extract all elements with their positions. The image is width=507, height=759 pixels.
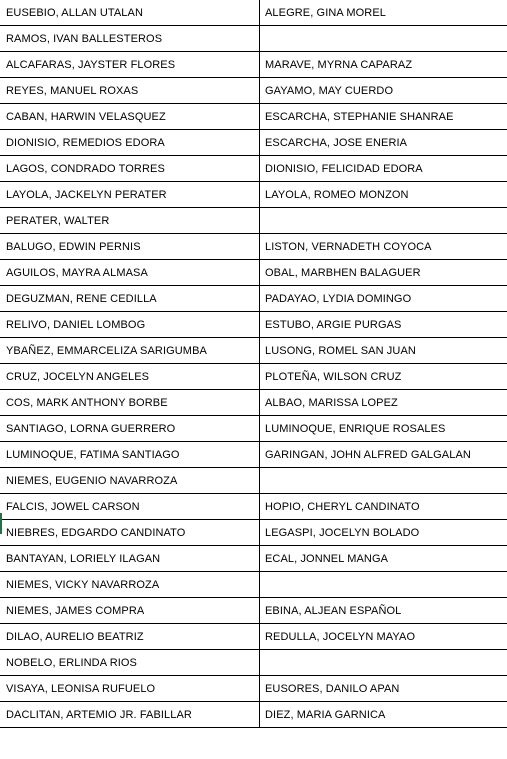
table-row bbox=[1, 182, 507, 208]
table-row bbox=[1, 416, 507, 442]
cell-text: HOPIO, CHERYL CANDINATO bbox=[265, 500, 420, 513]
cell-text: LUMINOQUE, FATIMA SANTIAGO bbox=[6, 448, 180, 461]
cell-text: LEGASPI, JOCELYN BOLADO bbox=[265, 526, 420, 539]
cell-name-right[interactable] bbox=[260, 130, 507, 156]
cell-name-left[interactable] bbox=[1, 442, 260, 468]
cell-text: DIEZ, MARIA GARNICA bbox=[265, 708, 386, 721]
cell-text: LAYOLA, JACKELYN PERATER bbox=[6, 188, 167, 201]
cell-text: NIEMES, VICKY NAVARROZA bbox=[6, 578, 160, 591]
table-row bbox=[1, 702, 507, 728]
cell-text: ESCARCHA, STEPHANIE SHANRAE bbox=[265, 110, 454, 123]
cell-name-left[interactable] bbox=[1, 598, 260, 624]
table-row bbox=[1, 546, 507, 572]
cell-name-right[interactable] bbox=[260, 598, 507, 624]
cell-text: DACLITAN, ARTEMIO JR. FABILLAR bbox=[6, 708, 192, 721]
cell-text: DEGUZMAN, RENE CEDILLA bbox=[6, 292, 157, 305]
cell-name-left[interactable] bbox=[1, 650, 260, 676]
table-row bbox=[1, 260, 507, 286]
cell-name-right[interactable] bbox=[260, 494, 507, 520]
cell-text: PERATER, WALTER bbox=[6, 214, 110, 227]
cell-name-left[interactable] bbox=[1, 156, 260, 182]
cell-text: EUSORES, DANILO APAN bbox=[265, 682, 400, 695]
cell-name-left[interactable] bbox=[1, 234, 260, 260]
table-row bbox=[1, 52, 507, 78]
cell-text: ALBAO, MARISSA LOPEZ bbox=[265, 396, 398, 409]
cell-text: RELIVO, DANIEL LOMBOG bbox=[6, 318, 146, 331]
cell-text: FALCIS, JOWEL CARSON bbox=[6, 500, 140, 513]
cell-name-right[interactable] bbox=[260, 702, 507, 728]
cell-text: DIONISIO, FELICIDAD EDORA bbox=[265, 162, 423, 175]
table-row bbox=[1, 520, 507, 546]
cell-name-right[interactable] bbox=[260, 416, 507, 442]
cell-text: REYES, MANUEL ROXAS bbox=[6, 84, 139, 97]
table-row bbox=[1, 468, 507, 494]
cell-text: NIEMES, JAMES COMPRA bbox=[6, 604, 145, 617]
cell-text: EBINA, ALJEAN ESPAÑOL bbox=[265, 604, 402, 617]
table-row bbox=[1, 598, 507, 624]
cell-name-right[interactable] bbox=[260, 260, 507, 286]
table-row bbox=[1, 156, 507, 182]
cell-name-left[interactable] bbox=[1, 390, 260, 416]
cell-name-right[interactable] bbox=[260, 182, 507, 208]
table-row bbox=[1, 494, 507, 520]
cell-name-right[interactable] bbox=[260, 0, 507, 26]
cell-name-left[interactable] bbox=[1, 676, 260, 702]
cell-name-right[interactable] bbox=[260, 26, 507, 52]
cell-name-left[interactable] bbox=[1, 26, 260, 52]
table-row bbox=[1, 104, 507, 130]
cell-text: NOBELO, ERLINDA RIOS bbox=[6, 656, 137, 669]
cell-name-left[interactable] bbox=[1, 286, 260, 312]
cell-text: BANTAYAN, LORIELY ILAGAN bbox=[6, 552, 161, 565]
cell-text: PADAYAO, LYDIA DOMINGO bbox=[265, 292, 412, 305]
table-row bbox=[1, 78, 507, 104]
table-row bbox=[1, 442, 507, 468]
table-row bbox=[1, 624, 507, 650]
cell-text: LUMINOQUE, ENRIQUE ROSALES bbox=[265, 422, 446, 435]
cell-text: MARAVE, MYRNA CAPARAZ bbox=[265, 58, 413, 71]
cell-text: ESTUBO, ARGIE PURGAS bbox=[265, 318, 402, 331]
cell-name-left[interactable] bbox=[1, 52, 260, 78]
cell-name-left[interactable] bbox=[1, 78, 260, 104]
cell-name-right[interactable] bbox=[260, 286, 507, 312]
cell-name-left[interactable] bbox=[1, 494, 260, 520]
cell-name-right[interactable] bbox=[260, 338, 507, 364]
cell-name-left[interactable] bbox=[1, 338, 260, 364]
table-row bbox=[1, 208, 507, 234]
cell-name-right[interactable] bbox=[260, 234, 507, 260]
cell-text: LISTON, VERNADETH COYOCA bbox=[265, 240, 432, 253]
cell-name-right[interactable] bbox=[260, 546, 507, 572]
cell-text: YBAÑEZ, EMMARCELIZA SARIGUMBA bbox=[6, 344, 207, 357]
cell-text: COS, MARK ANTHONY BORBE bbox=[6, 396, 168, 409]
table-row bbox=[1, 234, 507, 260]
cell-text: ALCAFARAS, JAYSTER FLORES bbox=[6, 58, 176, 71]
cell-name-left[interactable] bbox=[1, 572, 260, 598]
cell-name-right[interactable] bbox=[260, 442, 507, 468]
table-row bbox=[1, 676, 507, 702]
table-row bbox=[1, 364, 507, 390]
cell-text: LAYOLA, ROMEO MONZON bbox=[265, 188, 409, 201]
cell-name-left[interactable] bbox=[1, 0, 260, 26]
cell-name-left[interactable] bbox=[1, 702, 260, 728]
cell-name-right[interactable] bbox=[260, 650, 507, 676]
cell-text: REDULLA, JOCELYN MAYAO bbox=[265, 630, 416, 643]
cell-name-left[interactable] bbox=[1, 208, 260, 234]
cell-name-right[interactable] bbox=[260, 208, 507, 234]
cell-name-right[interactable] bbox=[260, 468, 507, 494]
cell-name-left[interactable] bbox=[1, 130, 260, 156]
cell-text: DILAO, AURELIO BEATRIZ bbox=[6, 630, 144, 643]
active-cell-indicator bbox=[0, 513, 2, 534]
cell-text: ECAL, JONNEL MANGA bbox=[265, 552, 389, 565]
cell-name-right[interactable] bbox=[260, 624, 507, 650]
table-row bbox=[1, 650, 507, 676]
cell-text: CABAN, HARWIN VELASQUEZ bbox=[6, 110, 166, 123]
cell-name-left[interactable] bbox=[1, 416, 260, 442]
table-row bbox=[1, 390, 507, 416]
table-row bbox=[1, 312, 507, 338]
cell-name-left[interactable] bbox=[1, 104, 260, 130]
cell-name-left[interactable] bbox=[1, 468, 260, 494]
cell-text: GARINGAN, JOHN ALFRED GALGALAN bbox=[265, 448, 471, 461]
cell-name-left[interactable] bbox=[1, 312, 260, 338]
cell-text: PLOTEÑA, WILSON CRUZ bbox=[265, 370, 402, 383]
cell-text: DIONISIO, REMEDIOS EDORA bbox=[6, 136, 165, 149]
names-table-body bbox=[1, 0, 507, 728]
cell-name-left[interactable] bbox=[1, 260, 260, 286]
cell-text: EUSEBIO, ALLAN UTALAN bbox=[6, 6, 144, 19]
cell-text: GAYAMO, MAY CUERDO bbox=[265, 84, 394, 97]
cell-name-right[interactable] bbox=[260, 312, 507, 338]
cell-text: NIEBRES, EDGARDO CANDINATO bbox=[6, 526, 186, 539]
table-row bbox=[1, 130, 507, 156]
table-row bbox=[1, 286, 507, 312]
cell-name-right[interactable] bbox=[260, 390, 507, 416]
cell-text: AGUILOS, MAYRA ALMASA bbox=[6, 266, 148, 279]
cell-name-right[interactable] bbox=[260, 104, 507, 130]
table-row bbox=[1, 338, 507, 364]
table-row bbox=[1, 572, 507, 598]
cell-text: OBAL, MARBHEN BALAGUER bbox=[265, 266, 421, 279]
cell-name-right[interactable] bbox=[260, 520, 507, 546]
cell-text: LAGOS, CONDRADO TORRES bbox=[6, 162, 165, 175]
cell-text: NIEMES, EUGENIO NAVARROZA bbox=[6, 474, 178, 487]
cell-text: CRUZ, JOCELYN ANGELES bbox=[6, 370, 150, 383]
table-row bbox=[1, 0, 507, 26]
cell-name-right[interactable] bbox=[260, 676, 507, 702]
cell-name-left[interactable] bbox=[1, 364, 260, 390]
cell-name-right[interactable] bbox=[260, 78, 507, 104]
cell-name-right[interactable] bbox=[260, 572, 507, 598]
table-row bbox=[1, 26, 507, 52]
cell-name-left[interactable] bbox=[1, 624, 260, 650]
cell-text: ESCARCHA, JOSE ENERIA bbox=[265, 136, 408, 149]
cell-text: RAMOS, IVAN BALLESTEROS bbox=[6, 32, 163, 45]
cell-text: BALUGO, EDWIN PERNIS bbox=[6, 240, 141, 253]
cell-text: ALEGRE, GINA MOREL bbox=[265, 6, 387, 19]
cell-text: SANTIAGO, LORNA GUERRERO bbox=[6, 422, 176, 435]
cell-name-right[interactable] bbox=[260, 156, 507, 182]
cell-name-left[interactable] bbox=[1, 520, 260, 546]
cell-text: LUSONG, ROMEL SAN JUAN bbox=[265, 344, 416, 357]
cell-name-right[interactable] bbox=[260, 364, 507, 390]
cell-name-right[interactable] bbox=[260, 52, 507, 78]
cell-text: VISAYA, LEONISA RUFUELO bbox=[6, 682, 156, 695]
cell-name-left[interactable] bbox=[1, 546, 260, 572]
cell-name-left[interactable] bbox=[1, 182, 260, 208]
